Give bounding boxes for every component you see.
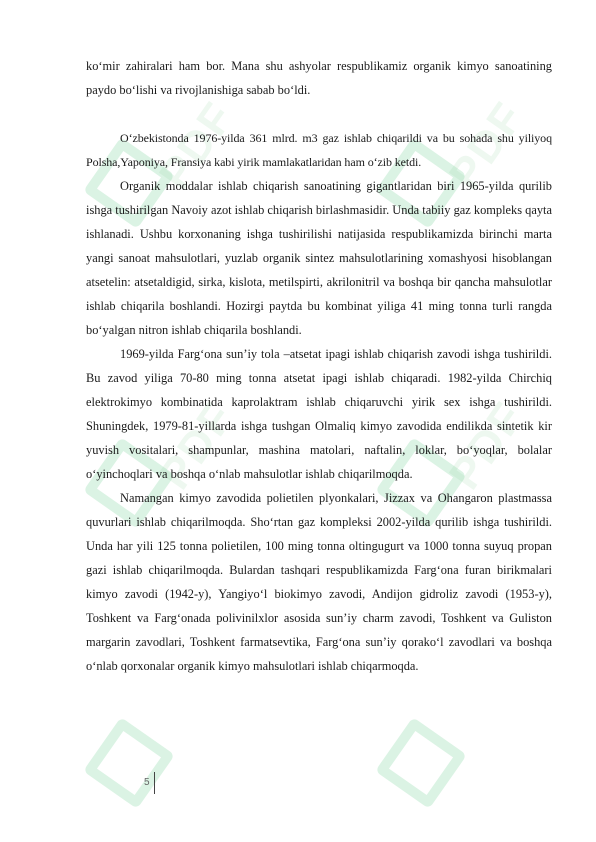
document-body bbox=[86, 54, 552, 678]
page-number: 5 bbox=[144, 777, 150, 788]
watermark-text: PDF bbox=[150, 92, 245, 199]
watermark-text: PDF bbox=[150, 392, 245, 499]
watermark-icon bbox=[375, 717, 467, 809]
watermark-text: PDF bbox=[440, 92, 535, 199]
paragraph: Namangan kimyo zavodida polietilen plyonkalari, Jizzax va Ohangaron plastmassa quvurlari ishlab chiqarilmoqda. Sho‘rtan gaz kompleksi 2002-yilda qurilib ishga tushirildi. Unda har yili 125 tonna polietilen, 100 ming tonna oltingugurt va 1000 tonna suyuq propan gazi ishlab chiqarilmoqda. Bulardan tashqari respublikamizda Farg‘ona furan birikmalari kimyo zavodi (1942-y), Yangiyo‘l biokimyo zavodi, Andijon gidroliz zavodi (1953-y), Toshkent va Farg‘onada polivinilxlor asosida sun’iy charm zavodi, Toshkent va Guliston margarin zavodlari, Toshkent farmatsevtika, Farg‘ona sun’iy qorako‘l zavodlari va boshqa o‘nlab qorxonalar organik kimyo mahsulotlari ishlab chiqarmoqda. bbox=[86, 491, 552, 673]
watermark-text: PDF bbox=[440, 392, 535, 499]
footer-divider bbox=[154, 772, 155, 794]
paragraph: O‘zbekistonda 1976-yilda 361 mlrd. m3 gaz ishlab chiqarildi va bu sohada shu yiliyoq Polsha,Yaponiya, Fransiya kabi yirik mamlakatlaridan ham o‘zib ketdi. bbox=[86, 131, 552, 169]
paragraph: 1969-yilda Farg‘ona sun’iy tola –atsetat ipagi ishlab chiqarish zavodi ishga tushirildi. Bu zavod yiliga 70-80 ming tonna atsetat ipagi ishlab chiqaradi. 1982-yilda Chirchiq elektrokimyo kombinatida kaprolaktram ishlab chiqaruvchi yirik sex ishga tushirildi. Shuningdek, 1979-81-yillarda ishga tushgan Olmaliq kimyo zavodida endilikda sintetik kir yuvish vositalari, shampunlar, mashina matolari, naftalin, loklar, bo‘yoqlar, bolalar o‘yinchoqlari va boshqa o‘nlab mahsulotlar ishlab chiqarilmoqda. bbox=[86, 347, 552, 481]
paragraph: Organik moddalar ishlab chiqarish sanoatining gigantlaridan biri 1965-yilda qurilib ishga tushirilgan Navoiy azot ishlab chiqarish birlashmasidir. Unda tabiiy gaz kompleks qayta ishlanadi. Ushbu korxonaning ishga tushirilishi natijasida respublikamizda birinchi marta yangi sanoat mahsulotlari, yuzlab organik sintez mahsulotlarining xomashyosi hisoblangan atsetelin: atsetaldigid, sirka, kislota, metilspirti, akrilonitril va boshqa bir qancha mahsulotlar ishlab chiqarila boshlandi. Hozirgi paytda bu kombinat yiliga 41 ming tonna turli rangda bo‘yalgan nitron ishlab chiqarila boshlandi. bbox=[86, 179, 552, 337]
watermark-icon bbox=[83, 717, 175, 809]
paragraph: ko‘mir zahiralari ham bor. Mana shu ashyolar respublikamiz organik kimyo sanoatining paydo bo‘lishi va rivojlanishiga sabab bo‘ldi. bbox=[86, 59, 552, 97]
